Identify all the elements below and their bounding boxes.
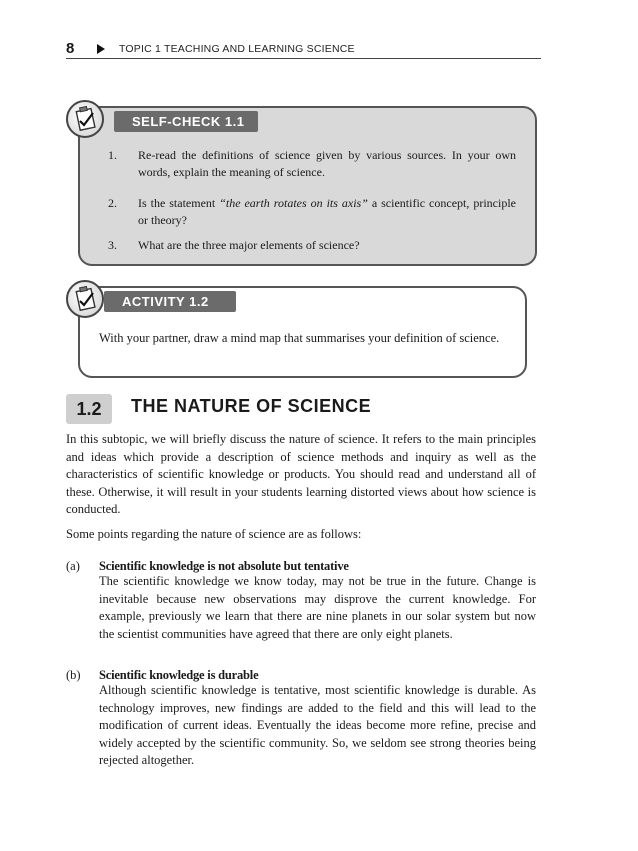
point-heading: Scientific knowledge is durable — [99, 668, 259, 682]
self-check-item-text — [138, 195, 516, 229]
self-check-item-number: 2. — [108, 196, 117, 210]
intro-paragraph: In this subtopic, we will briefly discuss the nature of science. It refers to the main principles and ideas which provide a description of science methods and inquiry as well as the characteristics of scientific knowledge or products. You should read and understand all of these. Otherwise, it will result in your students learning distorted views about how science is conducted. — [66, 432, 536, 516]
point-body: Although scientific knowledge is tentative, most scientific knowledge is durable. As technology improves, new findings are added to the field and this will lead to the modification of current ideas. Eventually the ideas become more refine, precise and widely accepted by the scientific community. So, we seldom see strong theories being rejected altogether. — [99, 683, 536, 767]
point-body: The scientific knowledge we know today, may not be true in the future. Change is inevitable because new observations may disprove the current knowledge. For example, previously we learn that there are nine planets in our solar system but now the scientist communities have agreed that there are only eight planets. — [99, 574, 536, 641]
self-check-item-number: 3. — [108, 238, 117, 252]
clipboard-check-icon — [66, 280, 104, 318]
self-check-item-text: What are the three major elements of science? — [138, 238, 360, 252]
point-letter: (b) — [66, 668, 81, 682]
header-rule — [66, 58, 541, 59]
self-check-item-number: 1. — [108, 148, 117, 162]
section-title: THE NATURE OF SCIENCE — [131, 396, 372, 416]
self-check-item-text: Re-read the definitions of science given by various sources. In your own words, explain the meaning of science. — [138, 148, 516, 179]
point-heading: Scientific knowledge is not absolute but tentative — [99, 559, 349, 573]
lead-paragraph: Some points regarding the nature of science are as follows: — [66, 527, 362, 541]
quoted-statement: “the earth rotates on its axis” — [219, 196, 368, 210]
play-arrow-icon — [97, 44, 105, 54]
page-number: 8 — [66, 40, 75, 57]
self-check-box — [78, 106, 537, 266]
section-number: 1.2 — [66, 394, 112, 424]
activity-box — [78, 286, 527, 378]
running-header-title: TOPIC 1 TEACHING AND LEARNING SCIENCE — [119, 43, 355, 55]
clipboard-check-icon — [66, 100, 104, 138]
self-check-label: SELF-CHECK 1.1 — [114, 111, 258, 132]
item-text-part: Is the statement — [138, 196, 220, 210]
activity-text: With your partner, draw a mind map that summarises your definition of science. — [99, 331, 500, 345]
activity-label: ACTIVITY 1.2 — [104, 291, 236, 312]
item-text-part: a scientific concept, principle or theory? — [138, 196, 516, 227]
point-letter: (a) — [66, 559, 80, 573]
